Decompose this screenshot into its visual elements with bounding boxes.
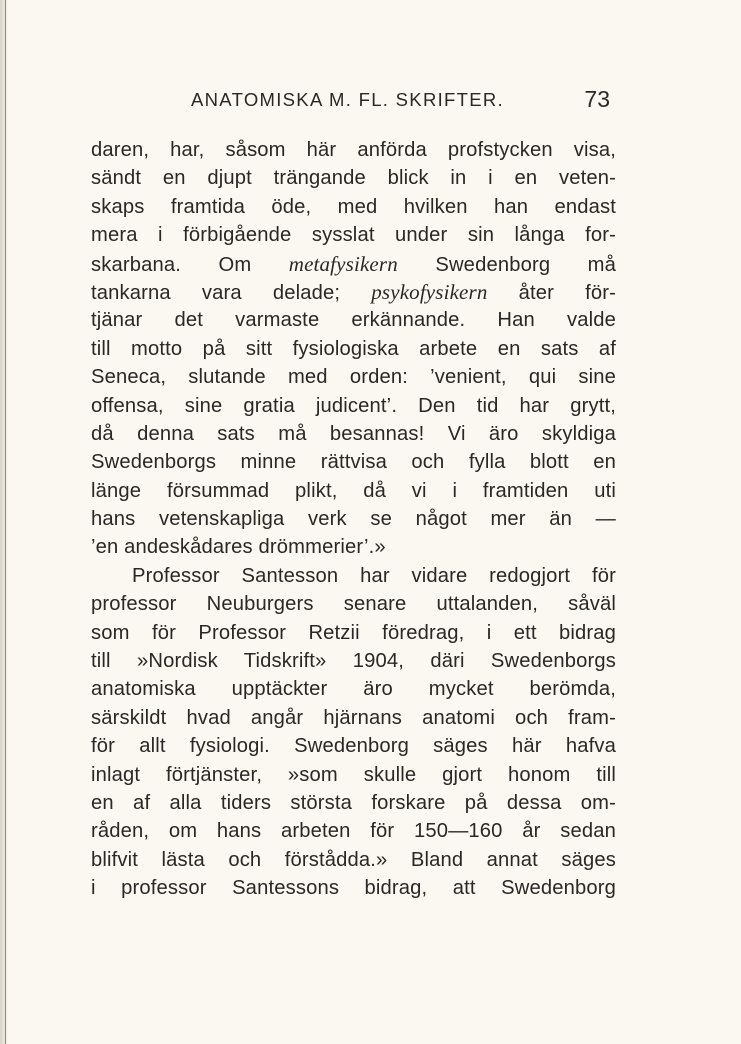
text-line bbox=[91, 278, 616, 306]
text-line: sändt en djupt trängande blick in i en veten- bbox=[91, 167, 616, 190]
text-segment: skarbana. Om bbox=[91, 253, 252, 276]
italic-term: psykofysikern bbox=[371, 279, 488, 304]
text-line: anatomiska upptäckter äro mycket berömda, bbox=[91, 678, 616, 701]
text-line: särskildt hvad angår hjärnans anatomi och fram- bbox=[91, 706, 616, 729]
text-line: Swedenborgs minne rättvisa och fylla blott en bbox=[91, 451, 616, 474]
text-line: skaps framtida öde, med hvilken han endast bbox=[91, 195, 616, 218]
text-line: Professor Santesson har vidare redogjort för bbox=[132, 564, 616, 587]
text-line: Seneca, slutande med orden: ’venient, qui sine bbox=[91, 366, 616, 389]
text-line: ’en andeskådares drömmerier’.» bbox=[91, 536, 386, 559]
text-line: hans vetenskapliga verk se något mer än — bbox=[91, 508, 616, 531]
text-line: inlagt förtjänster, »som skulle gjort honom till bbox=[91, 763, 616, 786]
text-line: offensa, sine gratia judicent’. Den tid har grytt, bbox=[91, 394, 616, 417]
page-number: 73 bbox=[584, 86, 610, 112]
italic-term: metafysikern bbox=[288, 251, 398, 276]
body-text bbox=[91, 136, 616, 903]
text-line: länge försummad plikt, då vi i framtiden uti bbox=[91, 479, 616, 502]
text-line: till motto på sitt fysiologiska arbete en sats af bbox=[91, 337, 616, 360]
text-line: mera i förbigående sysslat under sin långa for- bbox=[91, 224, 616, 247]
text-line: som för Professor Retzii föredrag, i ett bidrag bbox=[91, 621, 616, 644]
text-line: råden, om hans arbeten för 150—160 år sedan bbox=[91, 820, 616, 843]
running-head: ANATOMISKA M. FL. SKRIFTER. bbox=[191, 89, 504, 110]
text-segment: åter för- bbox=[518, 281, 616, 304]
text-line: en af alla tiders största forskare på dessa om- bbox=[91, 791, 616, 814]
page-binding-edge bbox=[0, 0, 8, 1044]
text-line: daren, har, såsom här anförda profstycken visa, bbox=[91, 139, 616, 161]
text-line: för allt fysiologi. Swedenborg säges här hafva bbox=[91, 735, 616, 758]
text-line bbox=[91, 250, 616, 278]
text-line: tjänar det varmaste erkännande. Han valde bbox=[91, 309, 616, 332]
text-line: då denna sats må besannas! Vi äro skyldiga bbox=[91, 422, 616, 445]
page-header bbox=[91, 86, 616, 118]
text-segment: tankarna vara delade; bbox=[91, 281, 341, 304]
binding-line bbox=[5, 0, 6, 1044]
text-line: till »Nordisk Tidskrift» 1904, däri Swedenborgs bbox=[91, 650, 616, 673]
text-segment: Swedenborg må bbox=[435, 253, 617, 276]
text-line: professor Neuburgers senare uttalanden, såväl bbox=[91, 593, 616, 616]
text-line: blifvit lästa och förstådda.» Bland annat säges bbox=[91, 848, 616, 871]
text-line: i professor Santessons bidrag, att Swedenborg bbox=[91, 877, 616, 900]
